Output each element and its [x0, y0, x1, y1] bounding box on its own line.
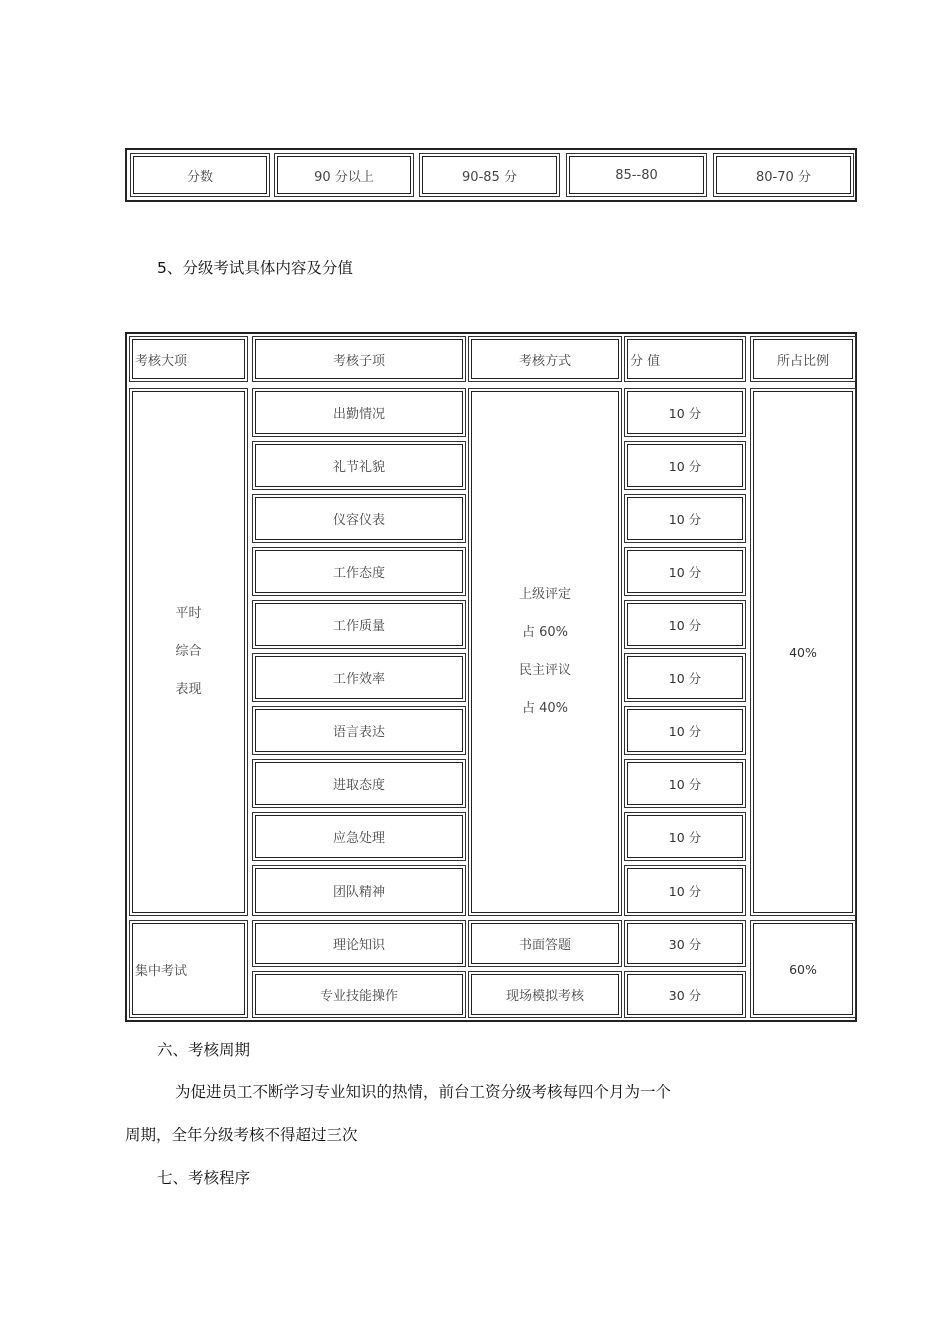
score-cell: 10 分 — [624, 600, 746, 649]
subitem-cell: 理论知识 — [252, 920, 466, 967]
subitem-cell: 工作态度 — [252, 547, 466, 596]
subitem-cell: 专业技能操作 — [252, 971, 466, 1018]
score-cell: 10 分 — [624, 494, 746, 543]
category-line: 综合 — [175, 644, 202, 659]
section6-body-line2: 周期，全年分级考核不得超过三次 — [125, 1126, 358, 1144]
header-score: 分 值 — [624, 336, 746, 382]
score-range-cell: 90-85 分 — [419, 153, 560, 197]
score-range-cell: 85--80 — [566, 153, 707, 197]
subitem-cell: 礼节礼貌 — [252, 441, 466, 490]
section6-heading: 六、考核周期 — [157, 1041, 251, 1059]
ratio-group1: 40% — [750, 388, 856, 916]
score-cell: 10 分 — [624, 865, 746, 916]
section5-heading: 5、分级考试具体内容及分值 — [157, 259, 353, 277]
subitem-cell: 语言表达 — [252, 706, 466, 755]
category-centralized-exam: 集中考试 — [129, 920, 248, 1018]
score-range-cell: 90 分以上 — [274, 153, 414, 197]
method-line: 民主评议 — [518, 663, 571, 678]
subitem-cell: 应急处理 — [252, 812, 466, 861]
score-cell: 10 分 — [624, 653, 746, 702]
subitem-cell: 团队精神 — [252, 865, 466, 916]
header-category: 考核大项 — [129, 336, 248, 382]
section7-heading: 七、考核程序 — [157, 1169, 251, 1187]
method-cell: 现场模拟考核 — [468, 971, 622, 1018]
score-cell: 30 分 — [624, 920, 746, 967]
category-line: 平时 — [175, 606, 202, 621]
subitem-cell: 进取态度 — [252, 759, 466, 808]
subitem-cell: 仪容仪表 — [252, 494, 466, 543]
method-line: 上级评定 — [518, 587, 571, 602]
header-ratio: 所占比例 — [750, 336, 856, 382]
method-line: 占 40% — [521, 701, 568, 716]
score-cell: 10 分 — [624, 547, 746, 596]
score-cell: 30 分 — [624, 971, 746, 1018]
method-evaluation — [468, 388, 622, 916]
category-daily-performance — [129, 388, 248, 916]
header-method: 考核方式 — [468, 336, 622, 382]
method-line: 占 60% — [521, 625, 568, 640]
score-cell: 10 分 — [624, 441, 746, 490]
method-cell: 书面答题 — [468, 920, 622, 967]
header-subitem: 考核子项 — [252, 336, 466, 382]
score-cell: 10 分 — [624, 388, 746, 437]
subitem-cell: 工作质量 — [252, 600, 466, 649]
ratio-group2: 60% — [750, 920, 856, 1018]
score-header-cell: 分数 — [130, 153, 270, 197]
score-cell: 10 分 — [624, 812, 746, 861]
section6-body-line1: 为促进员工不断学习专业知识的热情，前台工资分级考核每四个月为一个 — [175, 1083, 672, 1101]
category-line: 表现 — [175, 682, 202, 697]
subitem-cell: 工作效率 — [252, 653, 466, 702]
score-range-table — [125, 148, 857, 202]
score-range-cell: 80-70 分 — [713, 153, 854, 197]
score-cell: 10 分 — [624, 759, 746, 808]
subitem-cell: 出勤情况 — [252, 388, 466, 437]
score-cell: 10 分 — [624, 706, 746, 755]
exam-content-table — [125, 332, 857, 1022]
